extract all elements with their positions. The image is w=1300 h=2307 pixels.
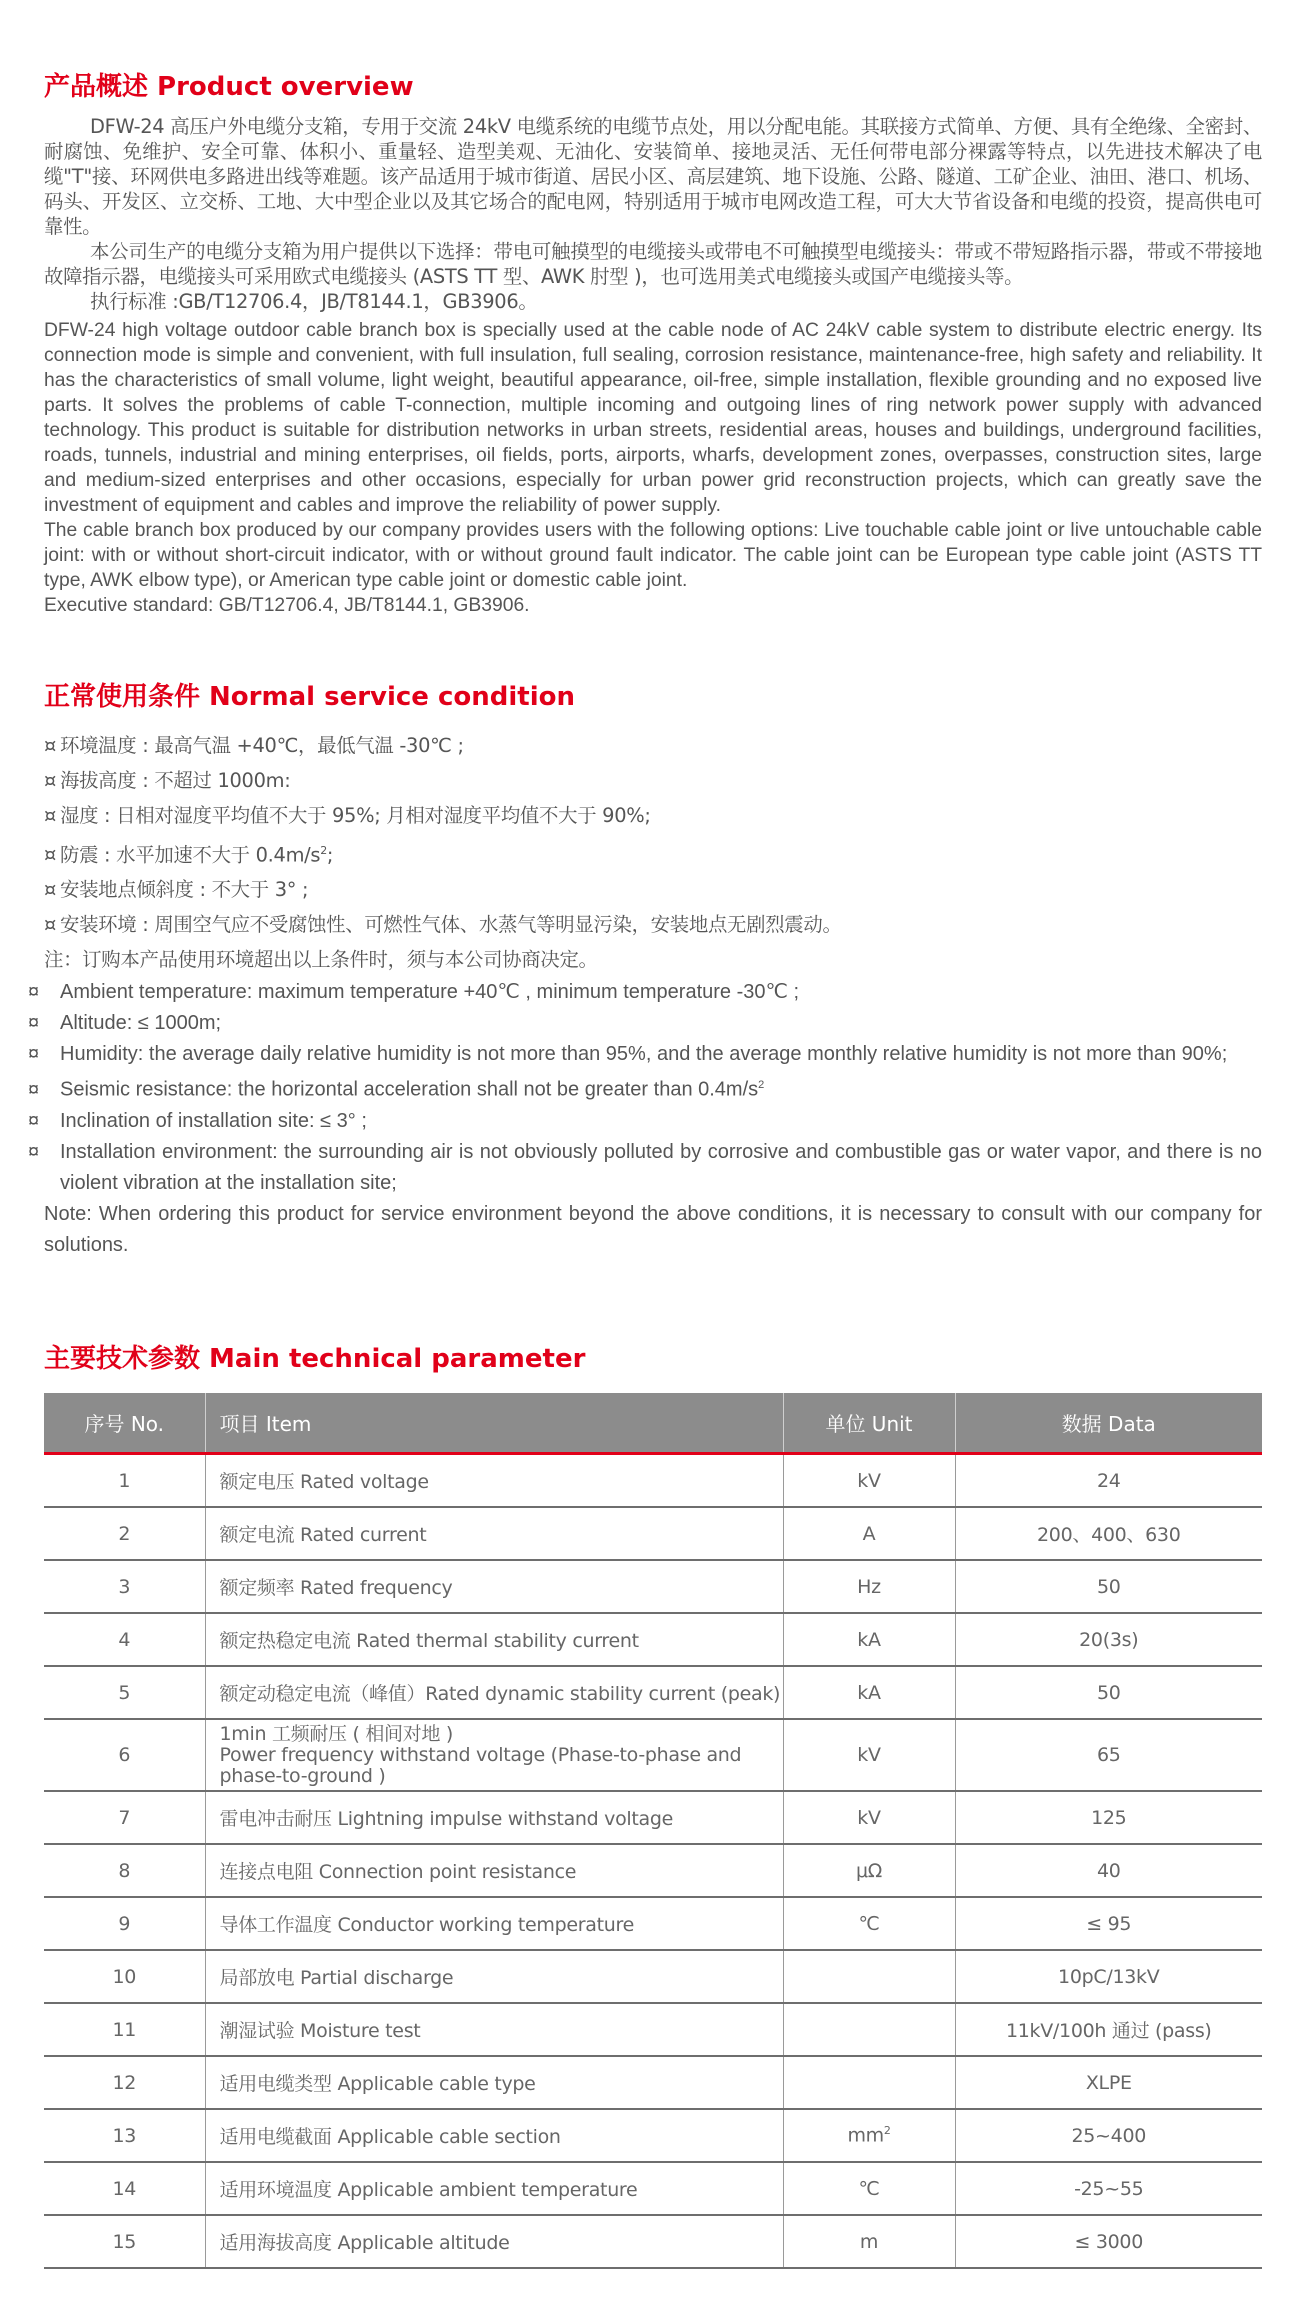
condition-cn-note: 注：订购本产品使用环境超出以上条件时，须与本公司协商决定。 [44,948,598,972]
cell-unit: Hz [783,1560,955,1613]
header-no: 序号 No. [44,1393,205,1454]
bullet-icon: ¤ [28,1012,40,1035]
cell-unit [783,1950,955,2003]
bullet-icon: ¤ [28,1043,40,1066]
cell-unit: kA [783,1613,955,1666]
condition-cn-item-text: 海拔高度 : 不超过 1000m: [60,769,291,792]
cell-data: XLPE [955,2056,1262,2109]
overview-cn-standard: 执行标准 :GB/T12706.4，JB/T8144.1，GB3906。 [90,290,538,313]
cell-no: 11 [44,2003,205,2056]
cell-unit: ℃ [783,2162,955,2215]
superscript: 2 [758,1079,765,1092]
condition-cn-item-tail: ; [326,843,334,867]
cell-item: 额定电压 Rated voltage [205,1454,783,1508]
table-row [44,2003,1262,2056]
cell-no: 13 [44,2109,205,2162]
cell-item [205,1719,783,1791]
cell-data: 10pC/13kV [955,1950,1262,2003]
overview-cn-paragraph-1: DFW-24 高压户外电缆分支箱，专用于交流 24kV 电缆系统的电缆节点处，用以分配电能。其联接方式简单、方便、具有全绝缘、全密封、耐腐蚀、免维护、安全可靠、体积小、重量轻、造型美观、无油化、安装简单、接地灵活、无任何带电部分裸露等特点，以先进技术解决了电缆"T"接、环网供电多路进出线等难题。该产品适用于城市街道、居民小区、高层建筑、地下设施、公路、隧道、工矿企业、油田、港口、机场、码头、开发区、立交桥、工地、大中型企业以及其它场合的配电网，特别适用于城市电网改造工程，可大大节省设备和电缆的投资，提高供电可靠性。 [44,115,1262,238]
condition-en-item-text: Inclination of installation site: ≤ 3° ; [60,1110,367,1133]
cell-no: 7 [44,1791,205,1844]
table-row [44,2162,1262,2215]
cell-unit: μΩ [783,1844,955,1897]
overview-title: 产品概述 Product overview [44,72,414,102]
superscript: 2 [883,2124,891,2138]
cell-no: 14 [44,2162,205,2215]
bullet-icon: ¤ [44,843,57,867]
cell-no: 9 [44,1897,205,1950]
table-row [44,1666,1262,1719]
bullet-icon: ¤ [28,1079,40,1102]
condition-en-item-text: Installation environment: the surrounding air is not obviously polluted by corrosive and combustible gas or water vapor, and there is no violent vibration at the installation site; [60,1141,1262,1195]
table-row [44,1791,1262,1844]
cell-item-line: phase-to-ground ) [219,1764,386,1787]
overview-cn-paragraph-2: 本公司生产的电缆分支箱为用户提供以下选择：带电可触摸型的电缆接头或带电不可触摸型电缆接头：带或不带短路指示器，带或不带接地故障指示器，电缆接头可采用欧式电缆接头 (ASTS TT 型、AWK 肘型 )，也可选用美式电缆接头或国产电缆接头等。 [44,240,1262,288]
cell-no: 1 [44,1454,205,1508]
table-row [44,1560,1262,1613]
cell-no: 12 [44,2056,205,2109]
cell-data: 40 [955,1844,1262,1897]
cell-unit: kV [783,1719,955,1791]
condition-section [28,728,1262,1261]
cell-unit: ℃ [783,1897,955,1950]
cell-item: 额定热稳定电流 Rated thermal stability current [205,1613,783,1666]
cell-unit: kV [783,1454,955,1508]
bullet-icon: ¤ [28,1110,40,1133]
cell-item: 导体工作温度 Conductor working temperature [205,1897,783,1950]
cell-item: 额定电流 Rated current [205,1507,783,1560]
bullet-icon: ¤ [28,981,40,1004]
table-row [44,1454,1262,1508]
overview-section [44,114,1262,618]
overview-en-paragraph-2: The cable branch box produced by our company provides users with the following options: Live touchable cable joint or live untouchable cable joint: with or without short-circuit indicator, with or without ground fault indicator. The cable joint can be European type cable joint (ASTS TT type, AWK elbow type), or American type cable joint or domestic cable joint. [44,520,1262,591]
table-row [44,2215,1262,2268]
cell-data: 50 [955,1560,1262,1613]
condition-en-item [28,1070,1262,1106]
condition-cn-item [44,798,1262,833]
cell-data: 20(3s) [955,1613,1262,1666]
condition-en-item-text: Seismic resistance: the horizontal acceleration shall not be greater than 0.4m/s [60,1079,759,1102]
cell-data: 11kV/100h 通过 (pass) [955,2003,1262,2056]
condition-en-item [28,1008,1262,1039]
condition-en-item-text: Altitude: ≤ 1000m; [60,1012,222,1035]
table-row [44,2109,1262,2162]
cell-item: 局部放电 Partial discharge [205,1950,783,2003]
cell-unit: A [783,1507,955,1560]
cell-data: ≤ 3000 [955,2215,1262,2268]
overview-en-paragraph-1: DFW-24 high voltage outdoor cable branch box is specially used at the cable node of AC 24kV cable system to distribute electric energy. Its connection mode is simple and convenient, with full insulation, full sealing, corrosion resistance, maintenance-free, high safety and reliability. It has the characteristics of small volume, light weight, beautiful appearance, oil-free, simple installation, flexible grounding and no exposed live parts. It solves the problems of cable T-connection, multiple incoming and outgoing lines of ring network power supply with advanced technology. This product is suitable for distribution networks in urban streets, residential areas, houses and buildings, underground facilities, roads, tunnels, industrial and mining enterprises, oil fields, ports, airports, wharfs, development zones, overpasses, construction sites, large and medium-sized enterprises and other occasions, especially for urban power grid reconstruction projects, which can greatly save the investment of equipment and cables and improve the reliability of power supply. [44,320,1262,516]
cell-data: -25~55 [955,2162,1262,2215]
table-row [44,2056,1262,2109]
cell-data: 25~400 [955,2109,1262,2162]
condition-cn-item [44,872,1262,907]
cell-no: 15 [44,2215,205,2268]
parameters-table [44,1393,1262,2269]
cell-unit-text: mm [847,2124,884,2147]
table-row [44,1897,1262,1950]
cell-item: 潮湿试验 Moisture test [205,2003,783,2056]
cell-no: 3 [44,1560,205,1613]
cell-item: 适用海拔高度 Applicable altitude [205,2215,783,2268]
overview-en-standard: Executive standard: GB/T12706.4, JB/T8144.1, GB3906. [44,595,530,616]
cell-item: 适用电缆类型 Applicable cable type [205,2056,783,2109]
cell-data: 24 [955,1454,1262,1508]
condition-en-item [28,1106,1262,1137]
table-row [44,1844,1262,1897]
cell-item: 连接点电阻 Connection point resistance [205,1844,783,1897]
condition-en-item-text: Ambient temperature: maximum temperature +40℃ , minimum temperature -30℃ ; [60,981,800,1004]
header-data: 数据 Data [955,1393,1262,1454]
cell-item: 雷电冲击耐压 Lightning impulse withstand voltage [205,1791,783,1844]
parameters-table-wrap [44,1393,1262,2269]
cell-unit [783,2056,955,2109]
condition-cn-item-text: 环境温度 : 最高气温 +40℃，最低气温 -30℃ ; [60,734,464,757]
parameters-title: 主要技术参数 Main technical parameter [44,1344,586,1374]
condition-cn-item-text: 安装地点倾斜度 : 不大于 3° ; [60,878,309,902]
header-unit: 单位 Unit [783,1393,955,1454]
cell-no: 6 [44,1719,205,1791]
condition-en-note: Note: When ordering this product for service environment beyond the above conditions, it is necessary to consult with our company for solutions. [44,1203,1262,1257]
cell-data: 65 [955,1719,1262,1791]
cell-data: 50 [955,1666,1262,1719]
cell-data: ≤ 95 [955,1897,1262,1950]
cell-unit [783,2003,955,2056]
table-row [44,1719,1262,1791]
table-row [44,1613,1262,1666]
cell-item-line: Power frequency withstand voltage (Phase-to-phase and [219,1743,742,1766]
cell-no: 10 [44,1950,205,2003]
table-header-row [44,1393,1262,1454]
bullet-icon: ¤ [44,804,57,827]
cell-item-line: 1min 工频耐压 ( 相间对地 ) [219,1722,454,1745]
condition-cn-item [44,728,1262,763]
cell-item: 适用环境温度 Applicable ambient temperature [205,2162,783,2215]
table-row [44,1507,1262,1560]
cell-unit: m [783,2215,955,2268]
cell-item: 额定动稳定电流（峰值）Rated dynamic stability current (peak) [205,1666,783,1719]
condition-cn-item-text: 安装环境 : 周围空气应不受腐蚀性、可燃性气体、水蒸气等明显污染，安装地点无剧烈震动。 [60,913,842,937]
cell-data: 125 [955,1791,1262,1844]
bullet-icon: ¤ [28,1141,40,1164]
cell-no: 2 [44,1507,205,1560]
condition-cn-item [44,763,1262,798]
bullet-icon: ¤ [44,913,57,937]
cell-item: 适用电缆截面 Applicable cable section [205,2109,783,2162]
cell-data: 200、400、630 [955,1507,1262,1560]
condition-cn-item [44,833,1262,872]
overview-en-block [44,318,1262,618]
header-item: 项目 Item [205,1393,783,1454]
condition-en-item [28,1137,1262,1199]
cell-no: 5 [44,1666,205,1719]
bullet-icon: ¤ [44,878,57,902]
bullet-icon: ¤ [44,769,57,792]
condition-en-item [28,977,1262,1008]
bullet-icon: ¤ [44,734,57,757]
condition-en-item-text: Humidity: the average daily relative humidity is not more than 95%, and the average monthly relative humidity is not more than 90%; [60,1043,1228,1066]
cell-unit: kA [783,1666,955,1719]
condition-title: 正常使用条件 Normal service condition [44,682,576,712]
cell-unit [783,2109,955,2162]
condition-cn-item [44,907,1262,942]
cell-no: 8 [44,1844,205,1897]
condition-cn-item-text: 湿度 : 日相对湿度平均值不大于 95%; 月相对湿度平均值不大于 90%; [60,804,651,827]
cell-no: 4 [44,1613,205,1666]
cell-unit: kV [783,1791,955,1844]
superscript: 2 [320,844,327,857]
condition-cn-item-text: 防震 : 水平加速不大于 0.4m/s [60,843,321,867]
condition-en-item [28,1039,1262,1070]
table-row [44,1950,1262,2003]
cell-item: 额定频率 Rated frequency [205,1560,783,1613]
